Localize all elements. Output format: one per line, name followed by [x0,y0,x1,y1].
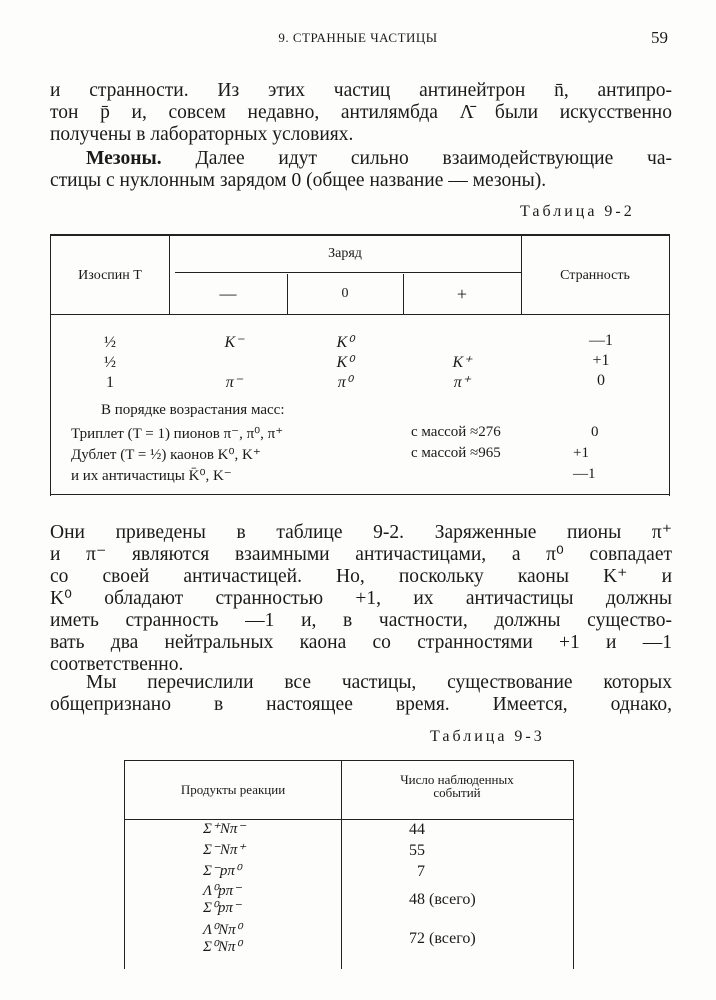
running-header [0,28,716,50]
text-line: тон p̄ и, совсем недавно, антилямбда Λ̄ были искусственно [50,102,672,123]
header-events-line2: событий [433,785,481,800]
reaction-products: Σ⁰pπ⁻ [203,900,241,916]
event-count: 55 [409,842,425,859]
event-count: 72 (всего) [409,930,476,947]
note-triplet: Триплет (T = 1) пионов π⁻, π⁰, π⁺ [71,426,284,442]
note-triplet-strangeness: 0 [591,424,599,440]
row-1-isospin: ½ [104,334,116,351]
text-line [50,148,672,170]
page-number: 59 [651,28,668,47]
header-events-line1: Число наблюденных [400,772,514,787]
text-line: K⁰ обладают странностью +1, их античастицы должны [50,588,672,609]
text-fragment: Далее идут сильно взаимодействующие ча- [195,148,672,169]
row-3-minus: π⁻ [225,374,243,391]
event-count: 44 [409,821,425,838]
paragraph-2 [50,148,672,192]
header-charge: Заряд [328,246,362,261]
header-charge-plus: + [456,284,468,304]
row-1-strangeness: —1 [589,332,613,349]
row-2-strangeness: +1 [592,352,610,369]
table-9-3-caption: Таблица 9-3 [430,728,545,745]
text-line: иметь странность —1 и, в частности, должны существо- [50,610,672,631]
event-count: 48 (всего) [409,891,476,908]
text-line: со своей античастицей. Но, поскольку каоны K⁺ и [50,566,672,587]
paragraph-4 [50,672,672,716]
row-1-zero: K⁰ [336,334,354,351]
row-2-isospin: ½ [104,354,116,371]
note-antiparticles-strangeness: —1 [573,466,596,482]
reaction-products: Λ⁰Nπ⁰ [203,922,242,938]
table-9-3 [124,760,574,969]
paragraph-3 [50,522,672,676]
reaction-products: Σ⁻pπ⁰ [203,863,241,879]
row-2-zero: K⁰ [336,354,354,371]
note-doublet-strangeness: +1 [573,445,589,461]
table-rule [175,272,521,273]
running-title: 9. СТРАННЫЕ ЧАСТИЦЫ [278,30,438,45]
text-line: получены в лабораторных условиях. [50,124,354,145]
text-line: вать два нейтральных каона со странностями +1 и —1 [50,632,672,653]
text-line: Мы перечислили все частицы, существование которых [86,672,672,693]
table-9-2-caption: Таблица 9-2 [520,203,635,220]
section-heading-mesons: Мезоны. [86,148,162,169]
reaction-products: Λ⁰pπ⁻ [203,883,242,899]
header-charge-minus: — [219,284,237,303]
reaction-products: Σ⁰Nπ⁰ [203,939,242,955]
text-line: общепризнано в настоящее время. Имеется, однако, [50,694,672,715]
paragraph-1 [50,80,672,146]
table-rule [125,819,573,820]
table-9-2 [50,234,670,496]
row-1-minus: K⁻ [224,334,244,351]
note-antiparticles: и их античастицы K̄⁰, K⁻ [71,468,232,484]
header-charge-zero: 0 [341,286,349,301]
text-line: и π⁻ являются взаимными античастицами, а π⁰ совпадает [50,544,672,565]
event-count: 7 [417,863,425,880]
text-line: стицы с нуклонным зарядом 0 (общее название — мезоны). [50,170,547,191]
reaction-products: Σ⁻Nπ⁺ [203,842,246,858]
note-triplet-mass: с массой ≈276 [411,424,501,440]
header-isospin: Изоспин T [78,268,142,283]
note-title: В порядке возрастания масс: [101,402,285,418]
header-strangeness: Странность [560,268,630,283]
note-doublet-mass: с массой ≈965 [411,445,501,461]
row-3-zero: π⁰ [337,374,353,391]
header-products: Продукты реакции [180,782,286,797]
table-rule [51,314,669,315]
table-rule [51,494,669,495]
text-line: и странности. Из этих частиц антинейтрон n̄, антипро- [50,80,672,101]
reaction-products: Σ⁺Nπ⁻ [203,821,246,837]
row-2-plus: K⁺ [452,354,472,371]
text-line: соответственно. [50,654,184,675]
row-3-isospin: 1 [106,374,114,391]
note-doublet: Дублет (T = ½) каонов K⁰, K⁺ [71,447,261,463]
text-line: Они приведены в таблице 9-2. Заряженные пионы π⁺ [50,522,672,543]
row-3-plus: π⁺ [453,374,471,391]
row-3-strangeness: 0 [597,372,605,389]
